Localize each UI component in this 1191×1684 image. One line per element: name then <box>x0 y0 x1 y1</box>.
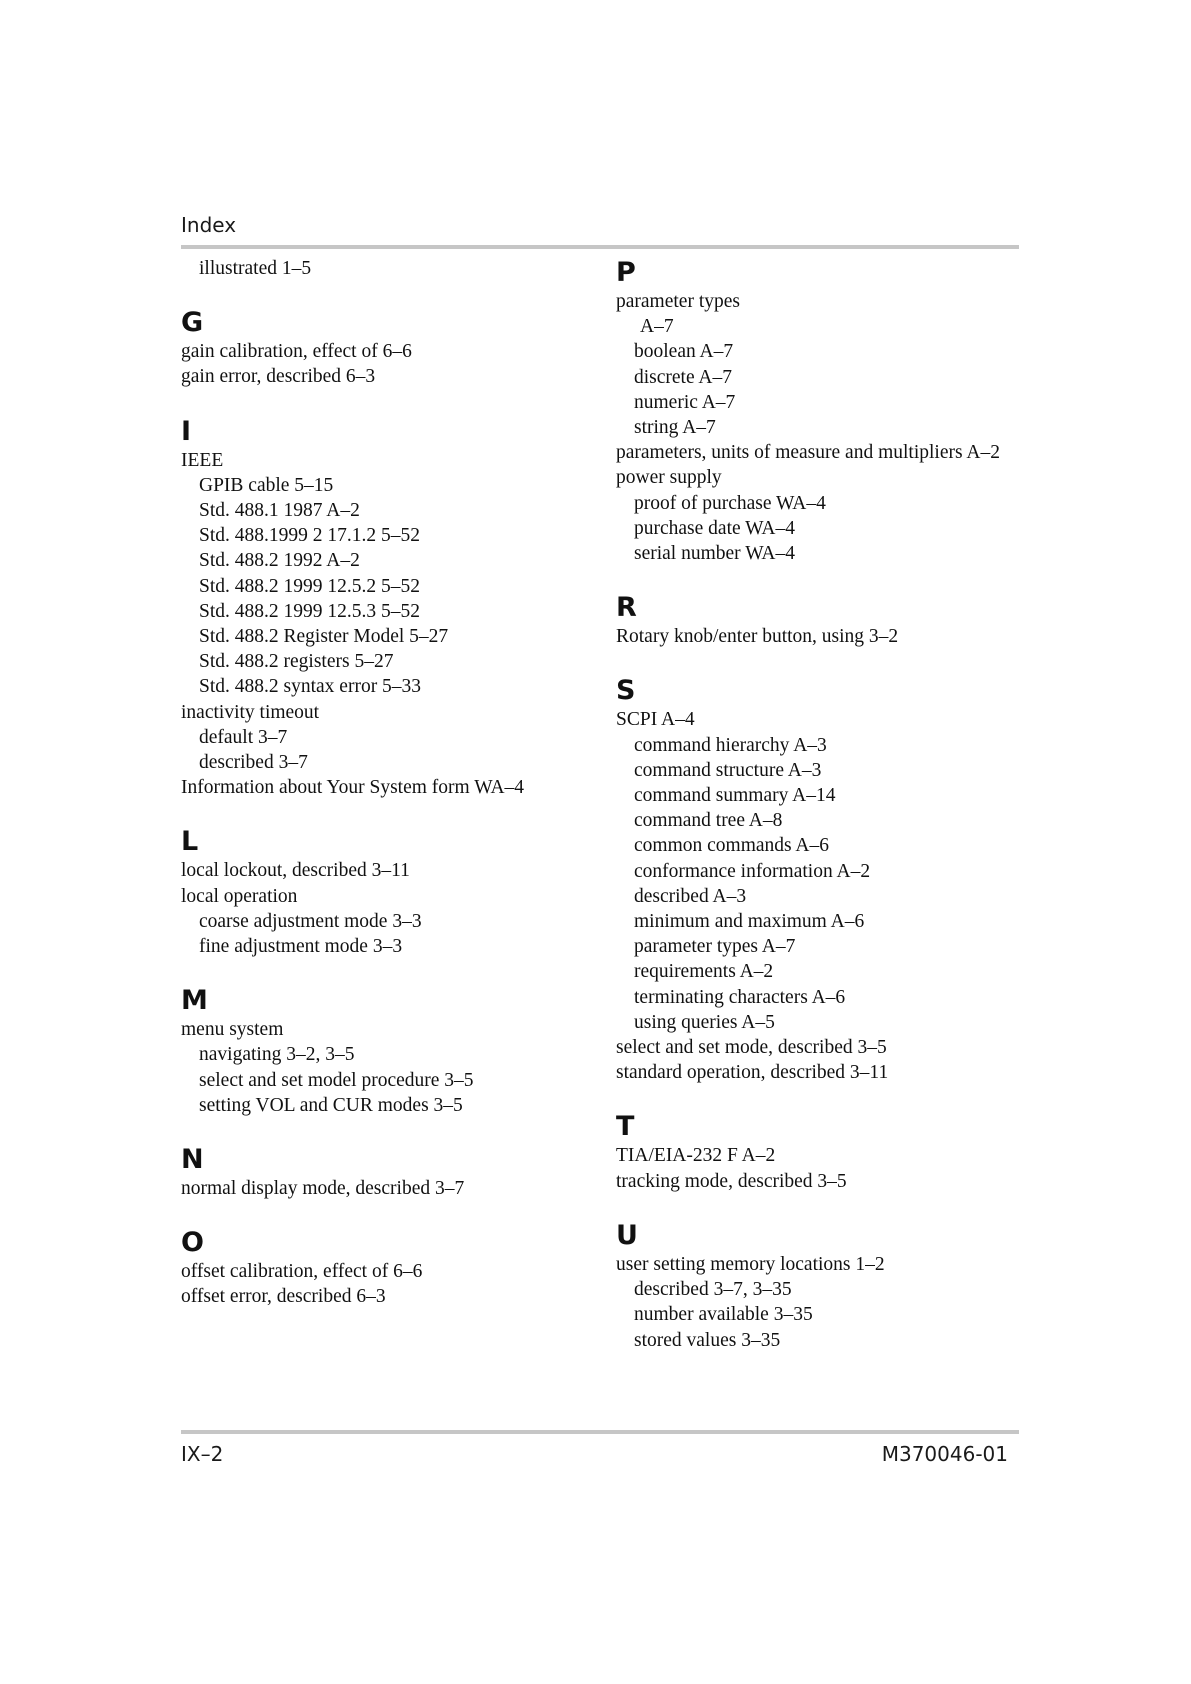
index-subentry: Std. 488.2 Register Model 5–27 <box>199 626 449 648</box>
index-entry: TIA/EIA-232 F A–2 <box>616 1145 776 1167</box>
index-subentry: stored values 3–35 <box>634 1329 781 1351</box>
index-entry: parameter types <box>616 291 740 312</box>
index-subentry: requirements A–2 <box>634 961 774 983</box>
index-subentry: described A–3 <box>634 885 747 907</box>
index-entry: normal display mode, described 3–7 <box>181 1178 465 1200</box>
page-number: IX–2 <box>181 1442 224 1466</box>
index-entry: Rotary knob/enter button, using 3–2 <box>616 626 899 648</box>
index-subentry: setting VOL and CUR modes 3–5 <box>199 1094 463 1116</box>
index-column-right <box>616 256 1036 1353</box>
index-subentry: illustrated 1–5 <box>199 258 312 279</box>
index-subentry: common commands A–6 <box>634 835 829 857</box>
index-letter-o: O <box>181 1227 204 1259</box>
index-subentry: fine adjustment mode 3–3 <box>199 936 403 958</box>
index-entry: menu system <box>181 1019 284 1041</box>
index-subentry: proof of purchase WA–4 <box>634 492 826 514</box>
index-subentry: Std. 488.1 1987 A–2 <box>199 500 360 522</box>
index-letter-r: R <box>616 592 637 624</box>
index-subentry: serial number WA–4 <box>634 543 796 565</box>
index-subentry: navigating 3–2, 3–5 <box>199 1044 355 1066</box>
index-subentry: minimum and maximum A–6 <box>634 911 865 933</box>
index-subentry: command hierarchy A–3 <box>634 734 827 756</box>
header-rule <box>181 245 1019 249</box>
index-column-left <box>181 256 601 1310</box>
index-subentry: described 3–7, 3–35 <box>634 1279 792 1301</box>
index-subentry: Std. 488.2 syntax error 5–33 <box>199 676 422 698</box>
index-entry: parameters, units of measure and multipliers A–2 <box>616 442 1000 464</box>
index-subentry: parameter types A–7 <box>634 936 796 958</box>
index-subentry: purchase date WA–4 <box>634 517 795 539</box>
index-entry: Information about Your System form WA–4 <box>181 777 525 799</box>
index-entry: local operation <box>181 885 298 907</box>
index-letter-n: N <box>181 1144 204 1176</box>
index-subentry: Std. 488.2 registers 5–27 <box>199 651 394 673</box>
index-subentry: GPIB cable 5–15 <box>199 474 334 496</box>
index-subentry: number available 3–35 <box>634 1304 813 1326</box>
index-subentry: coarse adjustment mode 3–3 <box>199 910 422 932</box>
index-subentry: discrete A–7 <box>634 366 733 388</box>
index-subentry: command structure A–3 <box>634 759 822 781</box>
index-entry: power supply <box>616 467 722 489</box>
index-subentry: Std. 488.2 1999 12.5.2 5–52 <box>199 575 421 597</box>
index-letter-t: T <box>616 1111 635 1143</box>
index-subentry: default 3–7 <box>199 726 288 748</box>
index-subentry: string A–7 <box>634 417 716 439</box>
running-head-title: Index <box>181 213 237 237</box>
index-letter-s: S <box>616 675 636 707</box>
index-subentry: boolean A–7 <box>634 341 734 363</box>
index-letter-p: P <box>616 257 636 288</box>
index-subentry: select and set model procedure 3–5 <box>199 1069 474 1091</box>
index-subentry: A–7 <box>640 316 674 338</box>
index-subentry: Std. 488.2 1999 12.5.3 5–52 <box>199 600 421 622</box>
document-id: M370046-01 <box>881 1442 1008 1466</box>
index-subentry: command tree A–8 <box>634 810 783 832</box>
index-letter-i: I <box>181 415 192 447</box>
index-subentry: conformance information A–2 <box>634 860 871 882</box>
index-subentry: Std. 488.1999 2 17.1.2 5–52 <box>199 525 421 547</box>
index-entry: user setting memory locations 1–2 <box>616 1253 885 1275</box>
index-entry: SCPI A–4 <box>616 709 695 731</box>
index-letter-g: G <box>181 307 204 339</box>
index-subentry: numeric A–7 <box>634 391 736 413</box>
index-letter-l: L <box>181 826 199 858</box>
index-entry: IEEE <box>181 449 224 471</box>
index-entry: tracking mode, described 3–5 <box>616 1170 847 1192</box>
index-subentry: command summary A–14 <box>634 785 836 807</box>
index-entry: gain calibration, effect of 6–6 <box>181 341 412 363</box>
index-entry: inactivity timeout <box>181 701 320 723</box>
index-entry: gain error, described 6–3 <box>181 366 376 388</box>
index-subentry: described 3–7 <box>199 752 308 774</box>
index-entry: offset calibration, effect of 6–6 <box>181 1261 423 1283</box>
index-entry: offset error, described 6–3 <box>181 1286 386 1308</box>
index-letter-m: M <box>181 985 208 1017</box>
index-entry: local lockout, described 3–11 <box>181 860 410 882</box>
index-entry: select and set mode, described 3–5 <box>616 1037 887 1059</box>
index-letter-u: U <box>616 1219 638 1251</box>
index-subentry: terminating characters A–6 <box>634 986 846 1008</box>
index-entry: standard operation, described 3–11 <box>616 1062 889 1084</box>
index-subentry: Std. 488.2 1992 A–2 <box>199 550 360 572</box>
index-subentry: using queries A–5 <box>634 1011 775 1033</box>
footer-rule <box>181 1430 1019 1434</box>
